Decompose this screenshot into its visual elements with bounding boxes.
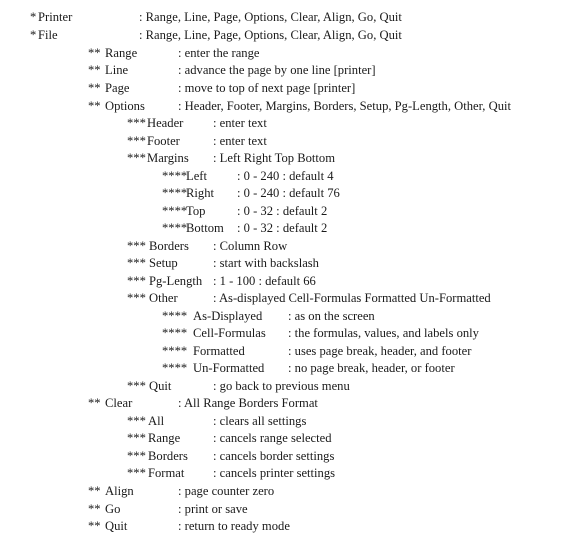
menu-item-description: : go back to previous menu (213, 379, 350, 393)
menu-item-name: File (38, 28, 58, 42)
menu-item-name: Cell-Formulas (193, 326, 266, 340)
menu-item-name: Un-Formatted (193, 361, 265, 375)
menu-item-description: : 0 - 240 : default 4 (237, 169, 334, 183)
menu-entry-level-3 (0, 448, 576, 465)
menu-item-description: : no page break, header, or footer (288, 361, 455, 375)
menu-entry-level-2 (0, 98, 576, 115)
menu-item-name: Pg-Length (149, 274, 203, 288)
menu-item-name: Options (105, 99, 145, 113)
menu-item-name: Top (186, 204, 206, 218)
menu-item-description: : start with backslash (213, 256, 319, 270)
level-marker: **** (162, 186, 188, 200)
menu-item-description: : print or save (178, 502, 248, 516)
menu-item-name: Align (105, 484, 134, 498)
menu-item-name: Footer (147, 134, 180, 148)
menu-entry-level-3 (0, 290, 576, 307)
menu-item-description: : 1 - 100 : default 66 (213, 274, 316, 288)
menu-item-description: : Column Row (213, 239, 288, 253)
level-marker: ** (88, 519, 101, 533)
level-marker: ** (88, 502, 101, 516)
menu-entry-level-3 (0, 273, 576, 290)
menu-entry-level-4 (0, 203, 576, 220)
menu-entry-level-4 (0, 168, 576, 185)
menu-item-name: Borders (148, 449, 188, 463)
menu-entry-level-2 (0, 80, 576, 97)
level-marker: * (30, 10, 37, 24)
level-marker: *** (127, 134, 146, 148)
menu-item-name: All (148, 414, 165, 428)
level-marker: ** (88, 396, 101, 410)
menu-entry-level-3 (0, 238, 576, 255)
level-marker: **** (162, 221, 188, 235)
menu-item-description: : cancels printer settings (213, 466, 336, 480)
level-marker: **** (162, 309, 188, 323)
menu-item-description: : Range, Line, Page, Options, Clear, Align, Go, Quit (139, 10, 402, 24)
menu-item-name: Other (149, 291, 178, 305)
menu-entry-level-1 (0, 9, 576, 26)
level-marker: **** (162, 344, 188, 358)
menu-entry-level-4 (0, 308, 576, 325)
menu-item-description: : page counter zero (178, 484, 275, 498)
menu-entry-level-3 (0, 150, 576, 167)
level-marker: * (30, 28, 37, 42)
menu-item-name: Go (105, 502, 121, 516)
menu-entry-level-3 (0, 115, 576, 132)
level-marker: **** (162, 361, 188, 375)
menu-item-description: : return to ready mode (178, 519, 290, 533)
menu-item-name: As-Displayed (193, 309, 263, 323)
menu-entry-level-2 (0, 501, 576, 518)
menu-item-description: : move to top of next page [printer] (178, 81, 356, 95)
menu-item-name: Line (105, 63, 129, 77)
menu-entry-level-1 (0, 27, 576, 44)
level-marker: ** (88, 484, 101, 498)
menu-item-name: Formatted (193, 344, 245, 358)
menu-item-description: : Header, Footer, Margins, Borders, Setup, Pg-Length, Other, Quit (178, 99, 511, 113)
menu-entry-level-4 (0, 220, 576, 237)
level-marker: *** (127, 116, 146, 130)
menu-entry-level-2 (0, 483, 576, 500)
menu-item-description: : All Range Borders Format (178, 396, 318, 410)
level-marker: *** (127, 466, 146, 480)
level-marker: *** (127, 151, 146, 165)
menu-item-description: : clears all settings (213, 414, 307, 428)
menu-item-description: : 0 - 32 : default 2 (237, 221, 328, 235)
menu-item-description: : cancels range selected (213, 431, 332, 445)
menu-entry-level-4 (0, 360, 576, 377)
menu-entry-level-3 (0, 133, 576, 150)
menu-item-description: : the formulas, values, and labels only (288, 326, 479, 340)
menu-item-name: Range (105, 46, 138, 60)
menu-item-name: Right (186, 186, 214, 200)
level-marker: *** (127, 449, 146, 463)
menu-item-name: Margins (147, 151, 189, 165)
menu-entry-level-2 (0, 518, 576, 535)
menu-item-description: : as on the screen (288, 309, 375, 323)
menu-item-description: : Range, Line, Page, Options, Clear, Align, Go, Quit (139, 28, 402, 42)
menu-entry-level-2 (0, 62, 576, 79)
menu-entry-level-2 (0, 395, 576, 412)
level-marker: *** (127, 239, 146, 253)
menu-entry-level-3 (0, 413, 576, 430)
menu-item-description: : As-displayed Cell-Formulas Formatted Un-Formatted (213, 291, 491, 305)
menu-item-name: Printer (38, 10, 73, 24)
menu-entry-level-3 (0, 255, 576, 272)
menu-item-description: : Left Right Top Bottom (213, 151, 336, 165)
menu-item-description: : uses page break, header, and footer (288, 344, 472, 358)
menu-item-name: Range (148, 431, 181, 445)
level-marker: **** (162, 169, 188, 183)
menu-item-name: Clear (105, 396, 133, 410)
menu-item-description: : enter the range (178, 46, 260, 60)
level-marker: *** (127, 431, 146, 445)
level-marker: ** (88, 63, 101, 77)
menu-item-name: Quit (105, 519, 128, 533)
menu-entry-level-2 (0, 45, 576, 62)
level-marker: ** (88, 99, 101, 113)
menu-item-description: : enter text (213, 116, 267, 130)
menu-item-description: : enter text (213, 134, 267, 148)
level-marker: **** (162, 204, 188, 218)
level-marker: *** (127, 256, 146, 270)
menu-item-name: Format (148, 466, 185, 480)
menu-entry-level-3 (0, 465, 576, 482)
menu-item-name: Quit (149, 379, 172, 393)
menu-entry-level-4 (0, 343, 576, 360)
menu-item-name: Left (186, 169, 207, 183)
level-marker: *** (127, 291, 146, 305)
menu-entry-level-3 (0, 430, 576, 447)
level-marker: *** (127, 414, 146, 428)
level-marker: ** (88, 81, 101, 95)
menu-item-description: : 0 - 32 : default 2 (237, 204, 328, 218)
menu-item-name: Page (105, 81, 130, 95)
menu-item-name: Borders (149, 239, 189, 253)
menu-item-name: Bottom (186, 221, 224, 235)
menu-item-name: Setup (149, 256, 178, 270)
level-marker: ** (88, 46, 101, 60)
level-marker: **** (162, 326, 188, 340)
menu-entry-level-3 (0, 378, 576, 395)
menu-entry-level-4 (0, 185, 576, 202)
menu-item-name: Header (147, 116, 184, 130)
menu-item-description: : cancels border settings (213, 449, 335, 463)
menu-entry-level-4 (0, 325, 576, 342)
menu-item-description: : advance the page by one line [printer] (178, 63, 376, 77)
level-marker: *** (127, 274, 146, 288)
level-marker: *** (127, 379, 146, 393)
menu-item-description: : 0 - 240 : default 76 (237, 186, 340, 200)
